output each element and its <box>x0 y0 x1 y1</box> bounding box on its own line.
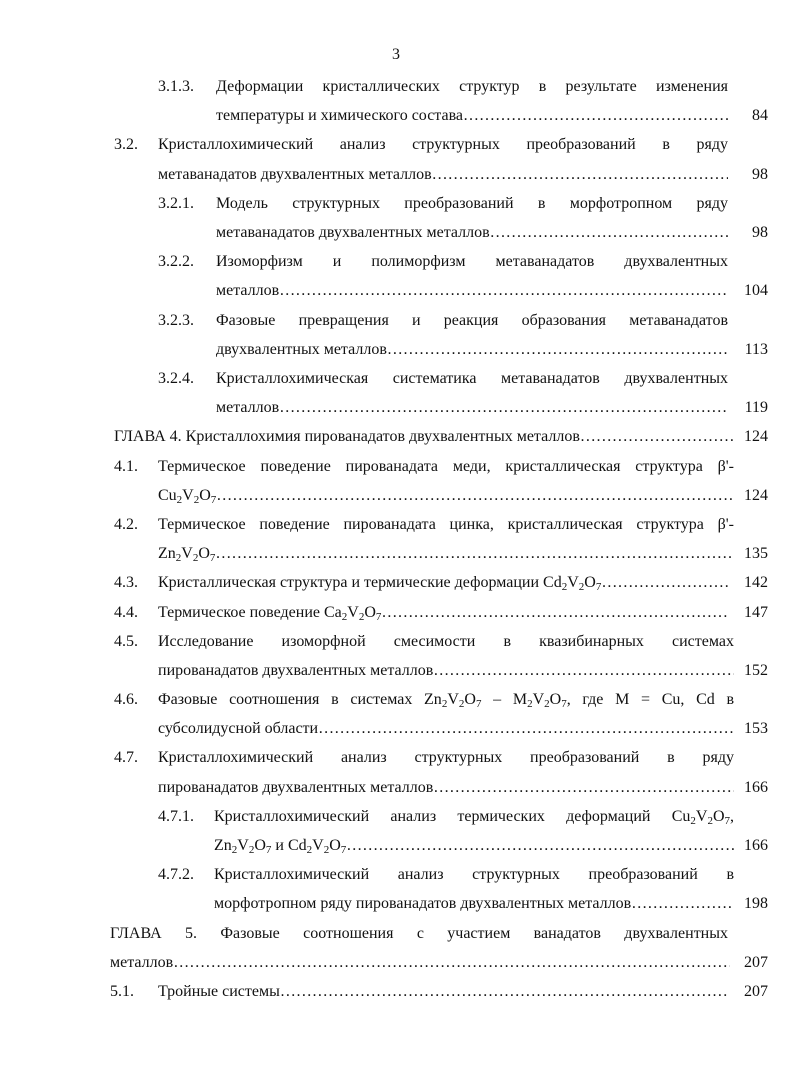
toc-entry-number: 3.2.1. <box>158 194 194 212</box>
toc-entry-3-1-3 <box>0 72 792 130</box>
toc-leader-dots <box>280 977 728 1006</box>
toc-entry-title-line2: пированадатов двухвалентных металлов <box>158 661 434 679</box>
toc-leader-dots <box>279 276 728 305</box>
toc-entry-title: ГЛАВА 4. Кристаллохимия пированадатов двухвалентных металлов <box>114 428 580 446</box>
toc-entry-chapter-4 <box>0 422 792 451</box>
toc-page-number: 119 <box>744 399 768 417</box>
toc-entry-title: Тройные системы <box>158 983 280 1001</box>
toc-page-number: 153 <box>744 720 768 738</box>
toc-entry-4-7-1 <box>0 802 792 860</box>
toc-entry-number: 4.6. <box>114 691 138 709</box>
toc-leader-dots <box>318 714 734 743</box>
toc-entry-number: 3.2. <box>114 136 138 154</box>
toc-entry-title-line2: $Zn_2V_2O_7$ и $Cd_2V_2O_7$ <box>214 837 347 857</box>
toc-page-number: 113 <box>744 340 768 358</box>
page-number: 3 <box>392 46 400 63</box>
toc-entry-title-line2: металлов <box>216 399 280 417</box>
toc-entry-number: 5.1. <box>110 983 134 1001</box>
toc-entry-4-6 <box>0 685 792 743</box>
toc-entry-title-line1: Фазовые соотношения в системах $Zn_2V_2O_7 - M_2V_2O_7$, где M = Cu, Cd в <box>158 691 735 711</box>
toc-entry-title-line1: Деформации кристаллических структур в результате изменения <box>216 78 728 95</box>
toc-leader-dots <box>432 160 728 189</box>
toc-entry-number: 4.1. <box>114 457 138 475</box>
toc-entry-number: 3.2.3. <box>158 311 194 329</box>
toc-entry-3-2-4 <box>0 364 792 422</box>
table-of-contents <box>0 72 792 1006</box>
toc-entry-title-line2: двухвалентных металлов <box>216 340 387 358</box>
toc-leader-dots <box>173 948 730 977</box>
toc-entry-title-line2: пированадатов двухвалентных металлов <box>158 778 434 796</box>
toc-entry-number: 4.4. <box>114 603 138 621</box>
toc-entry-title-line1: Исследование изоморфной смесимости в квазибинарных системах <box>158 632 734 650</box>
toc-page-number: 98 <box>752 165 768 183</box>
toc-leader-dots <box>216 481 734 510</box>
toc-entry-number: 4.3. <box>114 574 138 592</box>
toc-entry-title-line2: $Zn_2V_2O_7$ <box>158 545 216 565</box>
toc-entry-3-2 <box>0 130 792 188</box>
toc-entry-title-line1: Кристаллохимический анализ термических деформаций $Cu_2V_2O_7$, <box>214 807 734 827</box>
toc-page-number: 124 <box>744 486 768 504</box>
toc-entry-4-7 <box>0 743 792 801</box>
toc-entry-title-line2: $Cu_2V_2O_7$ <box>158 486 217 506</box>
toc-entry-4-1 <box>0 452 792 510</box>
toc-entry-number: 4.2. <box>114 515 138 533</box>
toc-entry-title-line2: метаванадатов двухвалентных металлов <box>216 223 490 241</box>
toc-entry-title-line2: металлов <box>216 282 280 300</box>
toc-leader-dots <box>215 539 734 568</box>
toc-entry-number: 3.2.2. <box>158 253 194 271</box>
toc-page-number: 147 <box>744 603 768 621</box>
toc-leader-dots <box>601 568 728 597</box>
toc-entry-3-2-3 <box>0 306 792 364</box>
toc-entry-title-line2: металлов <box>110 953 174 971</box>
toc-entry-4-7-2 <box>0 860 792 918</box>
toc-entry-4-3 <box>0 568 792 597</box>
toc-entry-title-line1: Фазовые превращения и реакция образования метаванадатов <box>216 311 728 329</box>
toc-entry-title-line1: Модель структурных преобразований в морфотропном ряду <box>216 194 728 212</box>
toc-entry-number: 3.2.4. <box>158 369 194 387</box>
toc-entry-title-line2: температуры и химического состава <box>216 107 464 125</box>
toc-entry-title-line1: ГЛАВА 5. Фазовые соотношения с участием ванадатов двухвалентных <box>110 924 728 942</box>
toc-entry-number: 4.7.2. <box>158 866 194 884</box>
toc-page-number: 207 <box>744 983 768 1001</box>
toc-entry-title-line2: субсолидусной области <box>158 720 319 738</box>
toc-leader-dots <box>387 335 728 364</box>
toc-entry-4-2 <box>0 510 792 568</box>
toc-entry-3-2-1 <box>0 189 792 247</box>
toc-page-number: 207 <box>744 953 768 971</box>
toc-entry-title-line1: Термическое поведение пированадата цинка, кристаллическая структура β'- <box>158 515 734 533</box>
toc-entry-number: 4.7.1. <box>158 807 194 825</box>
toc-entry-title-line2: морфотропном ряду пированадатов двухвалентных металлов <box>214 895 632 913</box>
toc-leader-dots <box>433 773 734 802</box>
toc-entry-title-line1: Кристаллохимический анализ структурных преобразований в ряду <box>158 749 734 767</box>
toc-entry-4-4 <box>0 598 792 627</box>
toc-page-number: 152 <box>744 661 768 679</box>
toc-leader-dots <box>346 831 734 860</box>
toc-entry-4-5 <box>0 627 792 685</box>
toc-page-number: 124 <box>744 428 768 446</box>
toc-leader-dots <box>463 101 728 130</box>
toc-entry-title-line1: Кристаллохимический анализ структурных преобразований в <box>214 866 734 884</box>
toc-page-number: 166 <box>744 778 768 796</box>
toc-entry-3-2-2 <box>0 247 792 305</box>
toc-entry-title-line2: метаванадатов двухвалентных металлов <box>158 165 432 183</box>
toc-entry-number: 4.7. <box>114 749 138 767</box>
toc-entry-number: 3.1.3. <box>158 78 194 95</box>
toc-page-number: 84 <box>752 107 768 125</box>
toc-entry-title: Термическое поведение $Ca_2V_2O_7$ <box>158 603 382 623</box>
toc-page-number: 198 <box>744 895 768 913</box>
toc-leader-dots <box>279 393 728 422</box>
toc-page-number: 104 <box>744 282 768 300</box>
toc-entry-title: Кристаллическая структура и термические деформации $Cd_2V_2O_7$ <box>158 574 602 594</box>
toc-page-number: 135 <box>744 545 768 563</box>
toc-leader-dots <box>490 218 728 247</box>
toc-entry-title-line1: Изоморфизм и полиморфизм метаванадатов двухвалентных <box>216 253 728 271</box>
toc-entry-title-line1: Термическое поведение пированадата меди, кристаллическая структура β'- <box>158 457 734 475</box>
toc-entry-number: 4.5. <box>114 632 138 650</box>
toc-page-number: 166 <box>744 837 768 855</box>
toc-page-number: 142 <box>744 574 768 592</box>
toc-leader-dots <box>381 598 728 627</box>
toc-leader-dots <box>631 889 734 918</box>
toc-entry-title-line1: Кристаллохимический анализ структурных преобразований в ряду <box>158 136 728 154</box>
toc-leader-dots <box>433 656 734 685</box>
toc-entry-5-1 <box>0 977 792 1006</box>
toc-leader-dots <box>580 422 734 451</box>
toc-page-number: 98 <box>752 223 768 241</box>
toc-entry-title-line1: Кристаллохимическая систематика метаванадатов двухвалентных <box>216 369 728 387</box>
toc-entry-chapter-5 <box>0 919 792 977</box>
